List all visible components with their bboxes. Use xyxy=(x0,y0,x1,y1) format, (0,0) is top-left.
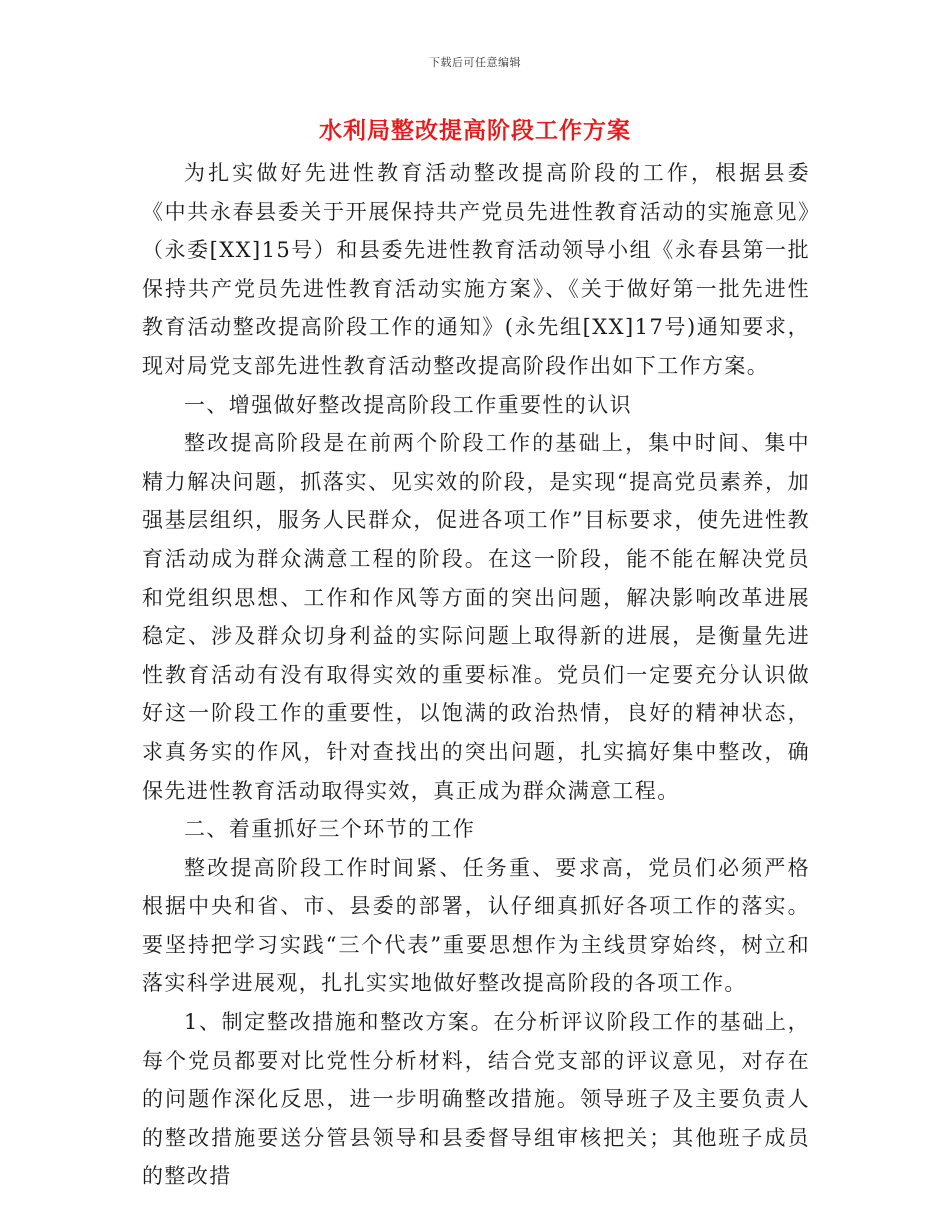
document-title: 水利局整改提高阶段工作方案 xyxy=(319,117,631,144)
paragraph-section-1: 整改提高阶段是在前两个阶段工作的基础上，集中时间、集中精力解决问题，抓落实、见实效的阶段，是实现“提高党员素养，加强基层组织，服务人民群众，促进各项工作”目标要求，使先进性教育活动成为群众满意工程的阶段。在这一阶段，能不能在解决党员和党组织思想、工作和作风等方面的突出问题，解决影响改革进展稳定、涉及群众切身利益的实际问题上取得新的进展，是衡量先进性教育活动有没有取得实效的重要标准。党员们一定要充分认识做好这一阶段工作的重要性，以饱满的政治热情，良好的精神状态，求真务实的作风，针对查找出的突出问题，扎实搞好集中整改，确保先进性教育活动取得实效，真正成为群众满意工程。 xyxy=(142,431,810,803)
document-body xyxy=(142,154,810,1196)
paragraph-item-1: 1、制定整改措施和整改方案。在分析评议阶段工作的基础上，每个党员都要对比党性分析材料，结合党支部的评议意见，对存在的问题作深化反思，进一步明确整改措施。领导班子及主要负责人的整改措施要送分管县领导和县委督导组审核把关；其他班子成员的整改措 xyxy=(142,1010,810,1189)
paragraph-section-2: 整改提高阶段工作时间紧、任务重、要求高，党员们必须严格根据中央和省、市、县委的部署，认仔细真抓好各项工作的落实。要坚持把学习实践“三个代表”重要思想作为主线贯穿始终，树立和落实科学进展观，扎扎实实地做好整改提高阶段的各项工作。 xyxy=(142,855,810,996)
header-note: 下载后可任意编辑 xyxy=(429,56,521,69)
section-heading-2: 二、着重抓好三个环节的工作 xyxy=(184,817,476,842)
section-heading-1: 一、增强做好整改提高阶段工作重要性的认识 xyxy=(184,392,632,417)
paragraph-intro: 为扎实做好先进性教育活动整改提高阶段的工作，根据县委《中共永春县委关于开展保持共产党员先进性教育活动的实施意见》（永委[XX]15号）和县委先进性教育活动领导小组《永春县第一批保持共产党员先进性教育活动实施方案》、《关于做好第一批先进性教育活动整改提高阶段工作的通知》(永先组[XX]17号)通知要求，现对局党支部先进性教育活动整改提高阶段作出如下工作方案。 xyxy=(142,161,810,378)
